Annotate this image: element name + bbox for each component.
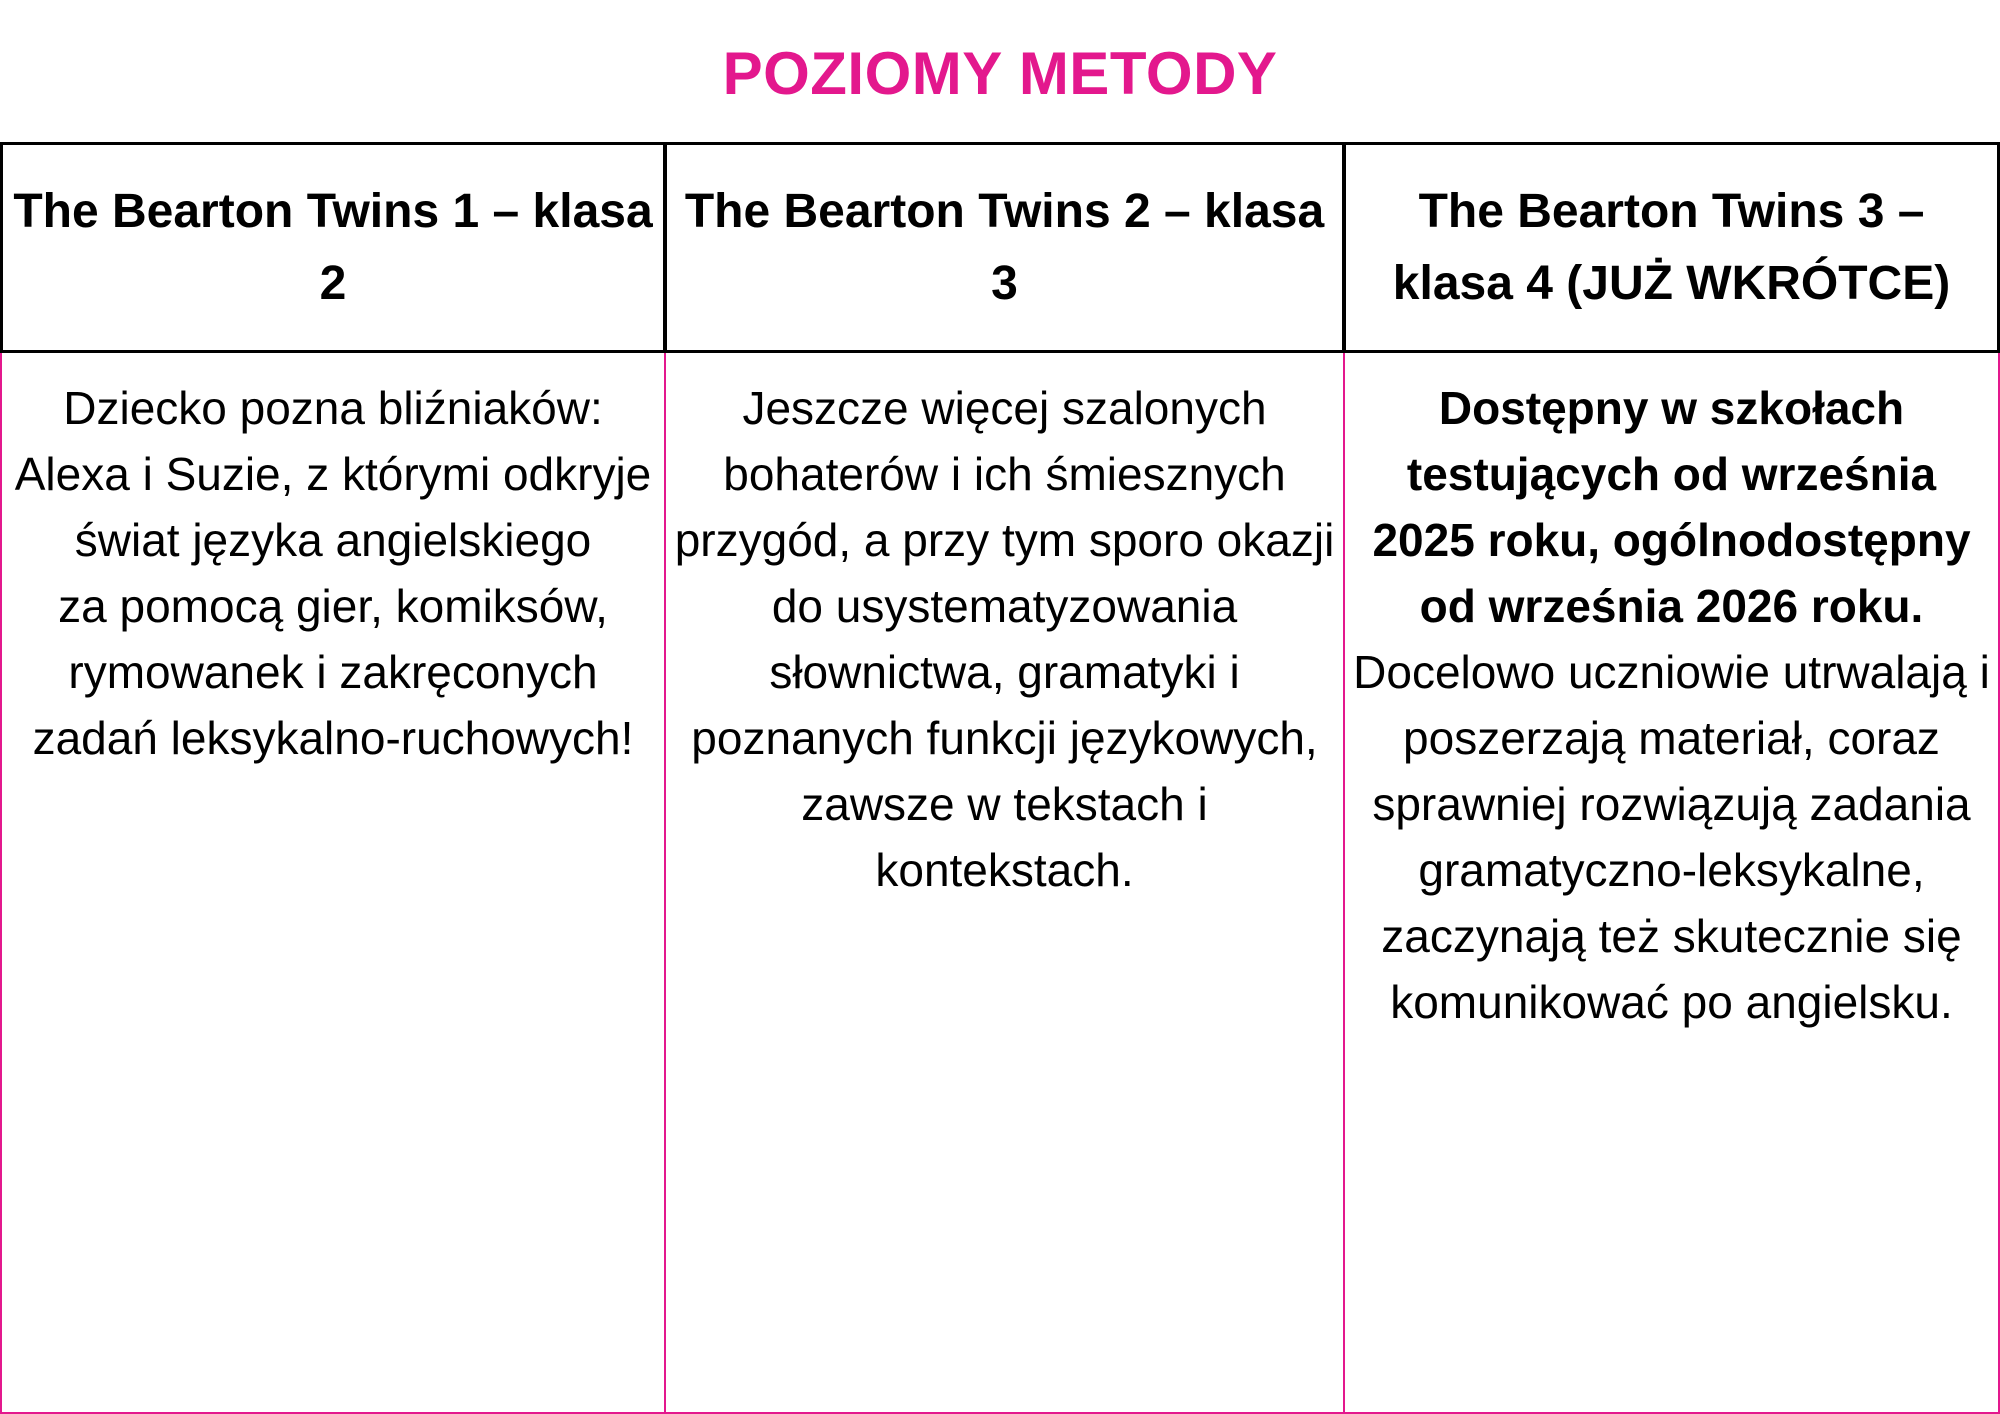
level-3-description [1345, 375, 1998, 1035]
level-2-paragraph: Jeszcze więcej szalonych bohaterów i ich śmiesznych przygód, a przy tym sporo okazji do usystematyzowania słownictwa, gramatyki i poznanych funkcji językowych, [674, 382, 1335, 764]
header-cell-level-1 [0, 142, 666, 353]
body-cell-level-3 [1343, 353, 2000, 1414]
level-3-paragraph: Docelowo uczniowie utrwalają i poszerzają materiał, coraz sprawniej rozwiązują zadania gramatyczno-leksykalne, zaczynają też skutecznie się [1353, 646, 1990, 962]
header-cell-level-3 [1343, 142, 2000, 353]
body-cell-level-2 [664, 353, 1345, 1414]
level-3-paragraph: komunikować po angielsku. [1390, 976, 1953, 1028]
level-1-description [2, 375, 664, 771]
availability-note: Dostępny w szkołach testujących od września 2025 roku, ogólnodostępny od września 2026 roku. [1372, 382, 1971, 632]
level-2-description [666, 375, 1343, 903]
header-level-3-text: The Bearton Twins 3 – klasa 4 (JUŻ WKRÓTCE) [1392, 184, 1951, 310]
level-1-paragraph: za pomocą gier, komiksów, rymowanek i zakręconych zadań leksykalno-ruchowych! [32, 580, 634, 764]
levels-table [0, 142, 2000, 1414]
header-level-1-text: The Bearton Twins 1 – klasa 2 [13, 184, 653, 310]
header-level-2-text: The Bearton Twins 2 – klasa 3 [684, 184, 1325, 310]
body-cell-level-1 [0, 353, 666, 1414]
header-cell-level-2 [664, 142, 1345, 353]
level-2-paragraph: zawsze w tekstach i kontekstach. [801, 778, 1208, 896]
table-header-row [0, 142, 2000, 353]
level-1-paragraph: Dziecko pozna bliźniaków: Alexa i Suzie, z którymi odkryje świat języka angielskiego [14, 382, 652, 566]
page-title: POZIOMY METODY [722, 40, 1278, 107]
